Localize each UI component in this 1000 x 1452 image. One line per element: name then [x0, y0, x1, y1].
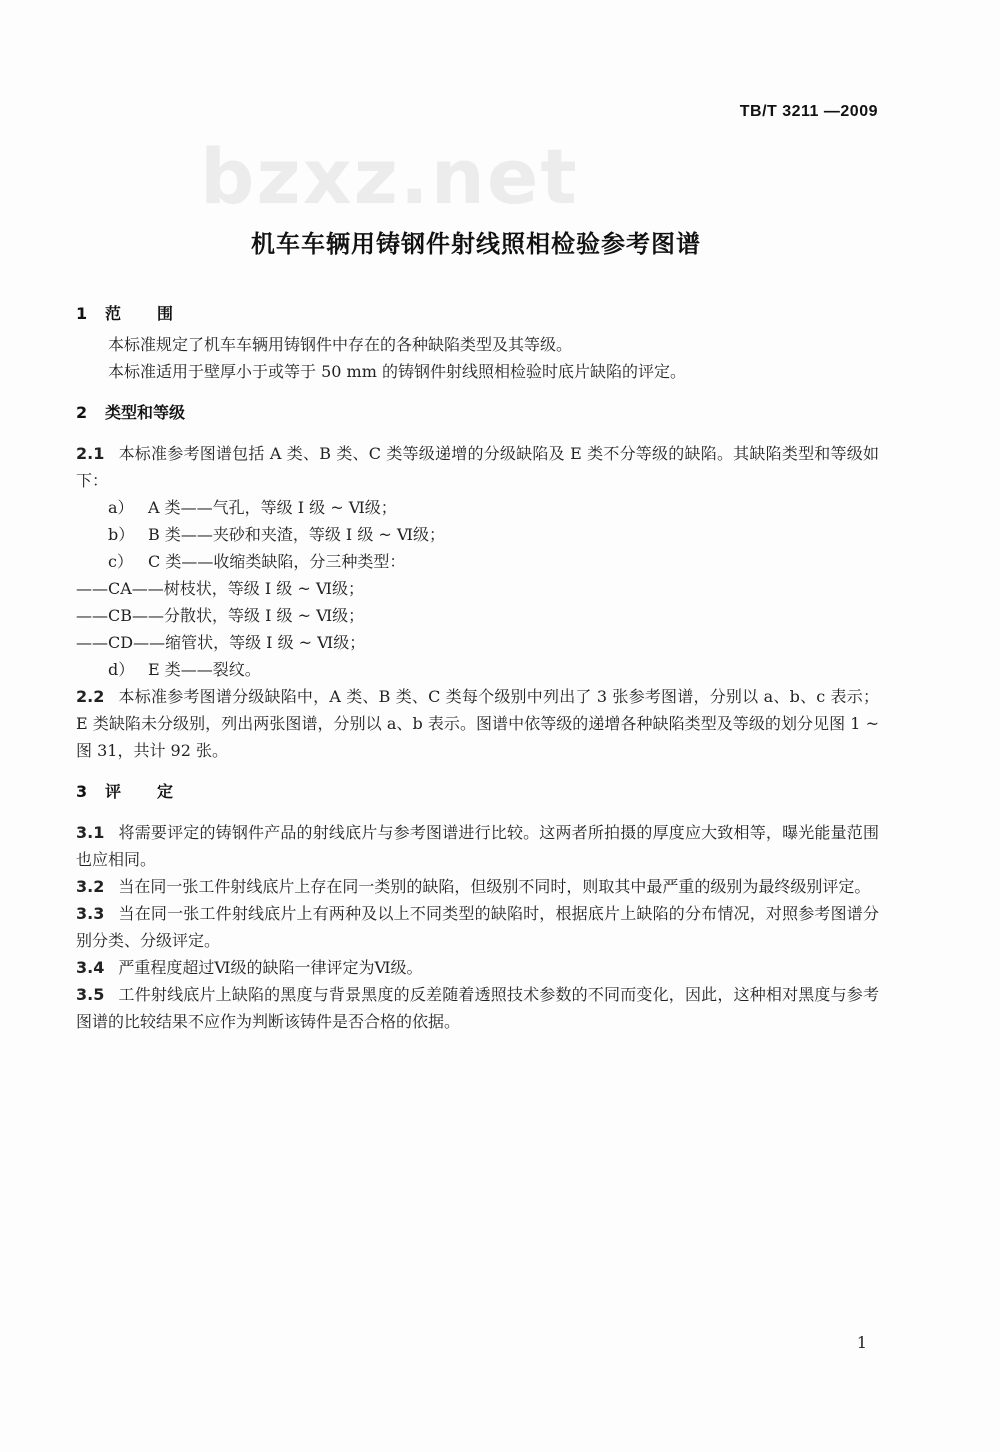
clause-number: 3.4 [76, 958, 105, 977]
clause-2-2 [76, 683, 879, 764]
section-title: 评定 [105, 782, 210, 801]
standard-code: TB/T 3211 —2009 [739, 103, 878, 120]
page-number: 1 [856, 1333, 867, 1352]
clause-number: 3.3 [76, 904, 105, 923]
section-number: 1 [76, 304, 88, 323]
clause-text: 严重程度超过Ⅵ级的缺陷一律评定为Ⅵ级。 [118, 958, 423, 977]
item-text: A 类——气孔，等级 Ⅰ 级 ~ Ⅵ级； [148, 498, 397, 517]
item-label: b） [108, 525, 135, 544]
list-item [76, 656, 879, 683]
item-label: c） [108, 552, 133, 571]
clause-3-1 [76, 819, 879, 873]
clause-text: 当在同一张工件射线底片上有两种及以上不同类型的缺陷时，根据底片上缺陷的分布情况，对照参考图谱分别分类、分级评定。 [76, 904, 879, 950]
document-body [76, 300, 879, 1035]
clause-text: 将需要评定的铸钢件产品的射线底片与参考图谱进行比较。这两者所拍摄的厚度应大致相等，曝光能量范围也应相同。 [76, 823, 879, 869]
watermark-logo: bzxz.net [200, 132, 579, 221]
section-title: 类型和等级 [105, 403, 186, 422]
section-heading-types [76, 399, 879, 426]
sub-item: ——CD——缩管状，等级 Ⅰ 级 ~ Ⅵ级； [76, 633, 366, 652]
document-title: 机车车辆用铸钢件射线照相检验参考图谱 [251, 230, 701, 258]
clause-text: 本标准参考图谱分级缺陷中，A 类、B 类、C 类每个级别中列出了 3 张参考图谱，分别以 a、b、c 表示；E 类缺陷未分级别，列出两张图谱，分别以 a、b 表示。图谱中依等级的递增各种缺陷类型及等级的划分见图 1 ~ 图 31，共计 92 张。 [76, 687, 879, 760]
clause-text: 工件射线底片上缺陷的黑度与背景黑度的反差随着透照技术参数的不同而变化，因此，这种相对黑度与参考图谱的比较结果不应作为判断该铸件是否合格的依据。 [76, 985, 879, 1031]
clause-3-4 [76, 954, 879, 981]
clause-text: 当在同一张工件射线底片上存在同一类别的缺陷，但级别不同时，则取其中最严重的级别为最终级别评定。 [118, 877, 871, 896]
sub-item: ——CA——树枝状，等级 Ⅰ 级 ~ Ⅵ级； [76, 579, 364, 598]
item-label: a） [108, 498, 134, 517]
clause-3-5 [76, 981, 879, 1035]
list-item [76, 521, 879, 548]
item-label: d） [108, 660, 135, 679]
clause-3-2 [76, 873, 879, 900]
item-text: C 类——收缩类缺陷，分三种类型： [148, 552, 406, 571]
list-item [76, 548, 879, 575]
clause-2-1 [76, 440, 879, 494]
clause-number: 3.2 [76, 877, 105, 896]
section-number: 2 [76, 403, 88, 422]
section-heading-scope [76, 300, 879, 327]
clause-number: 2.1 [76, 444, 105, 463]
sub-item: ——CB——分散状，等级 Ⅰ 级 ~ Ⅵ级； [76, 606, 365, 625]
section-title: 范围 [105, 304, 210, 323]
paragraph: 本标准规定了机车车辆用铸钢件中存在的各种缺陷类型及其等级。 [108, 335, 573, 354]
section-heading-evaluation [76, 778, 879, 805]
clause-number: 3.5 [76, 985, 105, 1004]
clause-text: 本标准参考图谱包括 A 类、B 类、C 类等级递增的分级缺陷及 E 类不分等级的缺陷。其缺陷类型和等级如下： [76, 444, 879, 490]
clause-3-3 [76, 900, 879, 954]
item-text: B 类——夹砂和夹渣，等级 Ⅰ 级 ~ Ⅵ级； [148, 525, 446, 544]
item-text: E 类——裂纹。 [148, 660, 261, 679]
clause-number: 2.2 [76, 687, 105, 706]
list-item [76, 494, 879, 521]
clause-number: 3.1 [76, 823, 105, 842]
section-number: 3 [76, 782, 88, 801]
paragraph: 本标准适用于壁厚小于或等于 50 mm 的铸钢件射线照相检验时底片缺陷的评定。 [108, 362, 686, 381]
